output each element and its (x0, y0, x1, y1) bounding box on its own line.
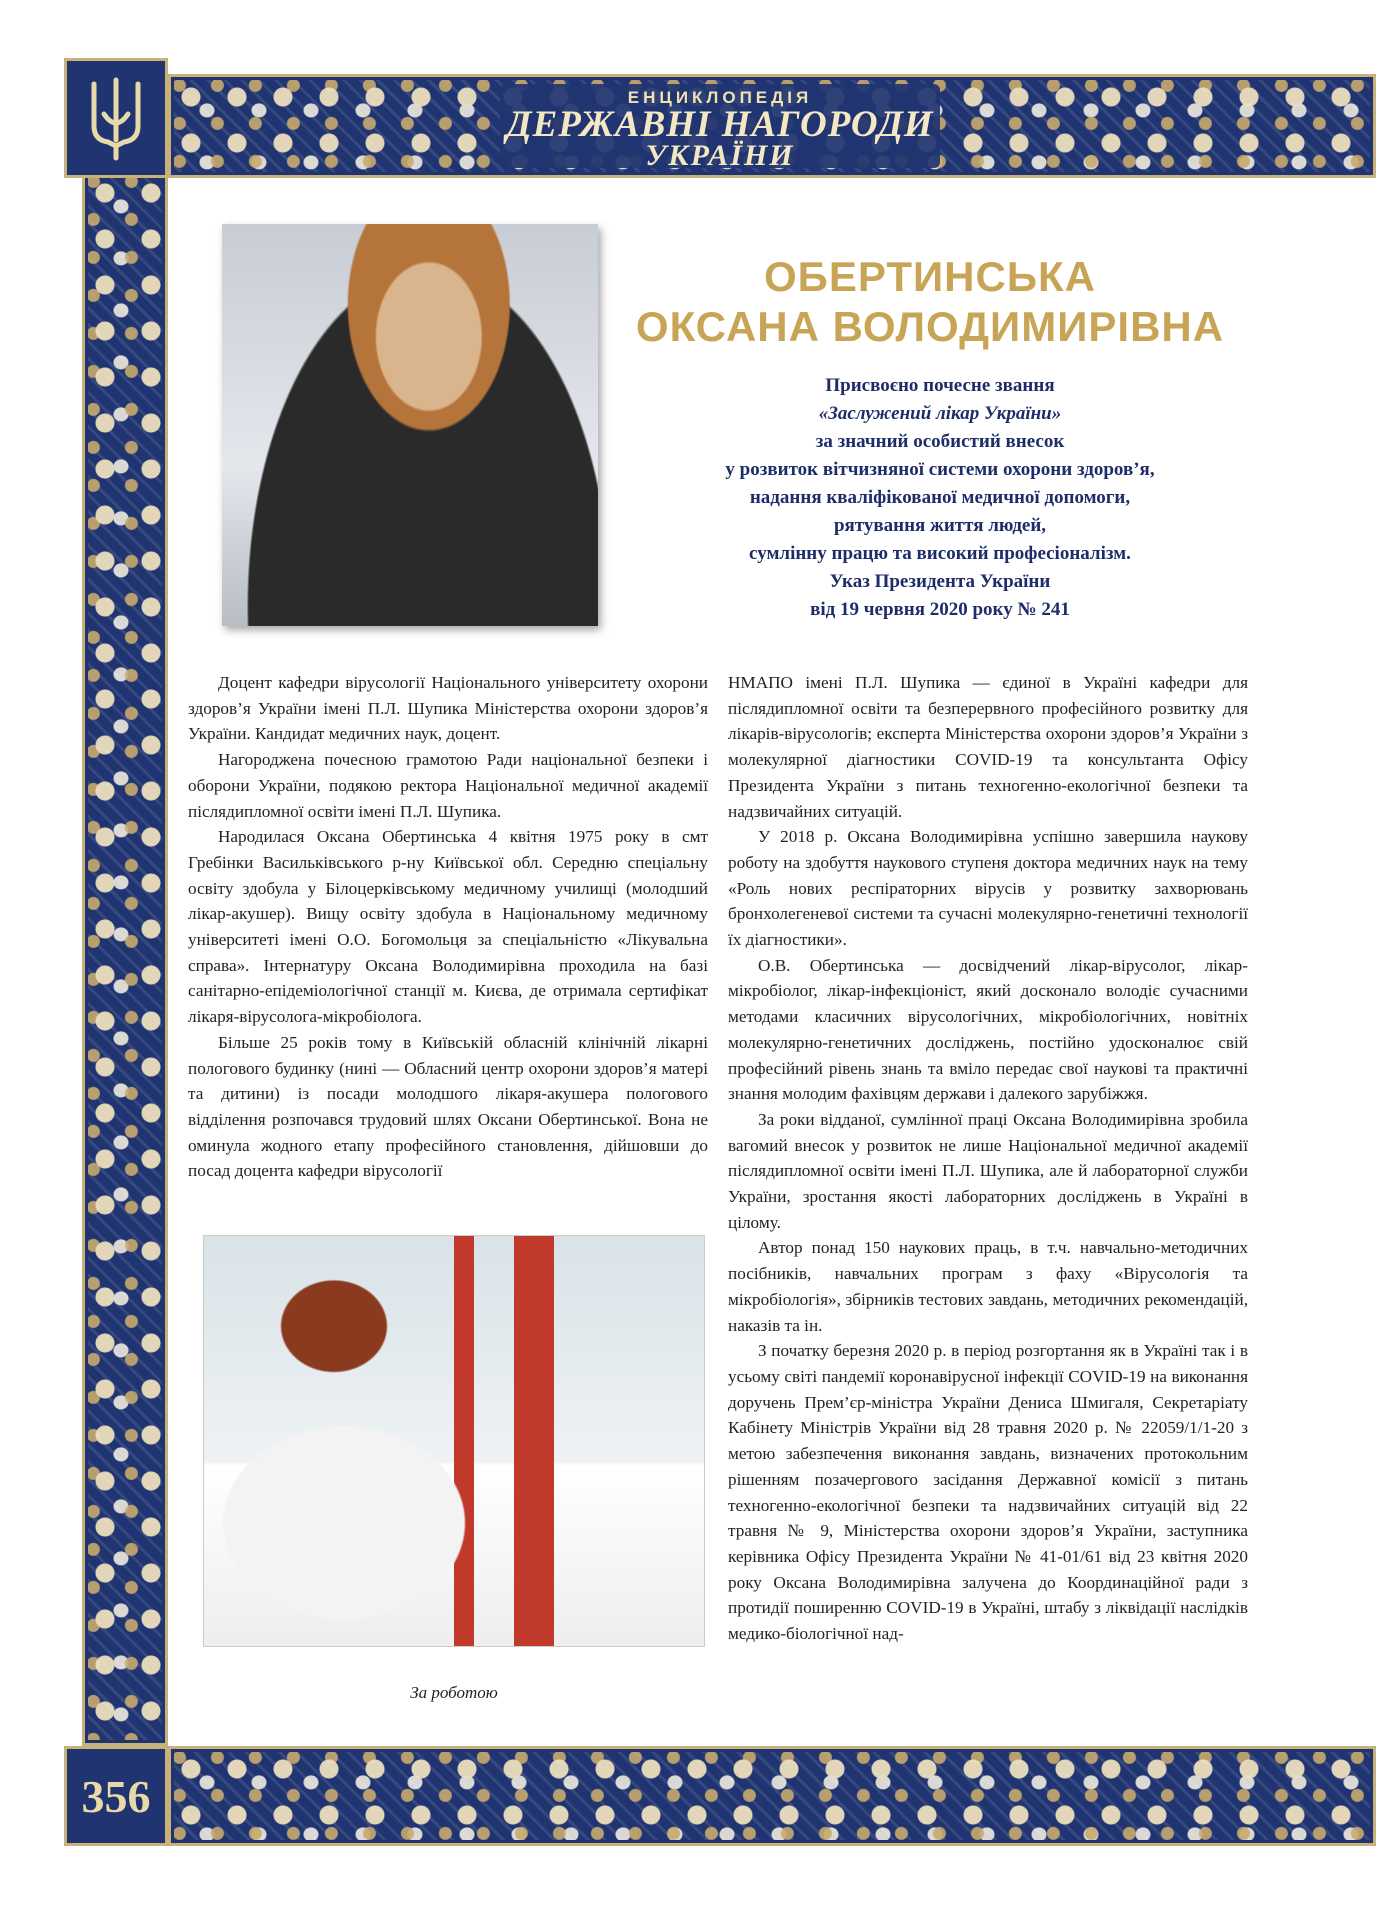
award-line: Указ Президента України (829, 571, 1051, 592)
page-number: 356 (81, 1770, 151, 1822)
person-name (600, 252, 1260, 352)
award-line: надання кваліфікованої медичної допомоги, (749, 487, 1131, 508)
award-line: сумлінну працю та високий професіоналізм. (749, 543, 1131, 564)
paragraph: О.В. Обертинська — досвідчений лікар-вірусолог, лікар-мікробіолог, лікар-інфекціоніст, який досконало володіє сучасними методами класичних вірусологічних, мікробіологічних, новітніх молекулярно-генетичних досліджень, постійно удосконалює свій професійний рівень знань та вміло передає свої наукові та практичні знання молодим фахівцям держави і далекого зарубіжжя. (728, 955, 1248, 1104)
page-number-box (64, 1746, 168, 1846)
paragraph: НМАПО імені П.Л. Шупика — єдиної в Україні кафедри для післядипломної освіти та безперервного професійного розвитку для лікарів-вірусологів; експерта Міністерства охорони здоров’я України з молекулярної діагностики COVID-19 та консультанта Офісу Президента України з питань техногенно-екологічної безпеки та надзвичайних ситуацій. (728, 673, 1248, 821)
ornament-left-border (82, 170, 168, 1746)
trident-icon (86, 74, 146, 162)
text-column-left (188, 670, 708, 1184)
award-line: рятування життя людей, (833, 515, 1047, 536)
paragraph: Нагороджена почесною грамотою Ради національної безпеки і оборони України, подякою ректора Національної медичної академії післядипломної освіти імені П.Л. Шупика. (188, 750, 708, 821)
award-line: у розвиток вітчизняної системи охорони здоров’я, (725, 459, 1155, 480)
text-column-right (728, 670, 1248, 1647)
ornament-bottom-border (168, 1746, 1376, 1846)
photo-caption: За роботою (410, 1683, 498, 1702)
paragraph: З початку березня 2020 р. в період розгортання як в Україні так і в усьому світі пандемії коронавірусної інфекції COVID-19 на виконання доручень Прем’єр-міністра України Дениса Шмигаля, Секретаріату Кабінету Міністрів України від 28 травня 2020 р. № 22059/1/1-20 з метою забезпечення виконання завдань, визначених протокольним рішенням позачергового засідання Державної комісії з питань техногенно-екологічної безпеки та надзвичайних ситуацій від 22 травня № 9, Міністерства охорони здоров’я України, заступника керівника Офісу Президента України № 41-01/61 від 23 квітня 2020 року Оксана Володимирівна залучена до Координаційної ради з протидії поширенню COVID-19 в Україні, штабу з ліквідації наслідків медико-біологічної над- (728, 1341, 1248, 1644)
paragraph: За роки відданої, сумлінної праці Оксана Володимирівна зробила вагомий внесок у розвиток не лише Національної медичної академії післядипломної освіти імені П.Л. Шупика, але й лабораторної служби України, зростання якості лабораторних досліджень в Україні в цілому. (728, 1109, 1248, 1232)
award-line: Присвоєно почесне звання (825, 375, 1055, 396)
encyclopedia-title (500, 84, 940, 172)
award-block (610, 372, 1270, 624)
paragraph: Автор понад 150 наукових праць, в т.ч. навчально-методичних посібників, навчальних програм з фаху «Вірусологія та мікробіологія», збірників тестових завдань, методичних рекомендацій, наказів та ін. (728, 1238, 1248, 1335)
award-line: «Заслужений лікар України» (818, 403, 1062, 424)
paragraph: Доцент кафедри вірусології Національного університету охорони здоров’я України імені П.Л. Шупика Міністерства охорони здоров’я України. Кандидат медичних наук, доцент. (188, 673, 708, 744)
given-names: ОКСАНА ВОЛОДИМИРІВНА (635, 303, 1225, 350)
portrait-photo (222, 224, 598, 626)
lab-photo (204, 1236, 704, 1646)
trident-emblem (64, 58, 168, 178)
paragraph: Народилася Оксана Обертинська 4 квітня 1975 року в смт Гребінки Васильківського р-ну Київської обл. Середню спеціальну освіту здобула у Білоцерківському медичному училищі (молодший лікар-акушер). Вищу освіту здобула в Національному медичному університеті імені О.О. Богомольця за спеціальністю «Лікувальна справа». Інтернатуру Оксана Володимирівна проходила на базі санітарно-епідеміологічної станції м. Києва, де отримала сертифікат лікаря-вірусолога-мікробіолога. (188, 827, 708, 1027)
surname: ОБЕРТИНСЬКА (764, 253, 1096, 300)
paragraph: Більше 25 років тому в Київській обласній клінічній лікарні пологового будинку (нині — Обласний центр охорони здоров’я матері та дитини) із посади молодшого лікаря-акушера пологового відділення розпочався трудовий шлях Оксани Обертинської. Вона не оминула жодного етапу професійного становлення, дійшовши до посад доцента кафедри вірусології (188, 1032, 708, 1181)
title-line-1: ЕНЦИКЛОПЕДІЯ (627, 88, 813, 107)
award-line: від 19 червня 2020 року № 241 (810, 599, 1070, 620)
award-line: за значний особистий внесок (815, 431, 1065, 452)
paragraph: У 2018 р. Оксана Володимирівна успішно завершила наукову роботу на здобуття наукового ступеня доктора медичних наук на тему «Роль нових респіраторних вірусів у розвитку захворювань бронхолегеневої системи та сучасні молекулярно-генетичні технології їх діагностики». (728, 827, 1248, 950)
title-line-3: УКРАЇНИ (645, 139, 795, 172)
title-line-2: ДЕРЖАВНІ НАГОРОДИ (506, 104, 934, 145)
